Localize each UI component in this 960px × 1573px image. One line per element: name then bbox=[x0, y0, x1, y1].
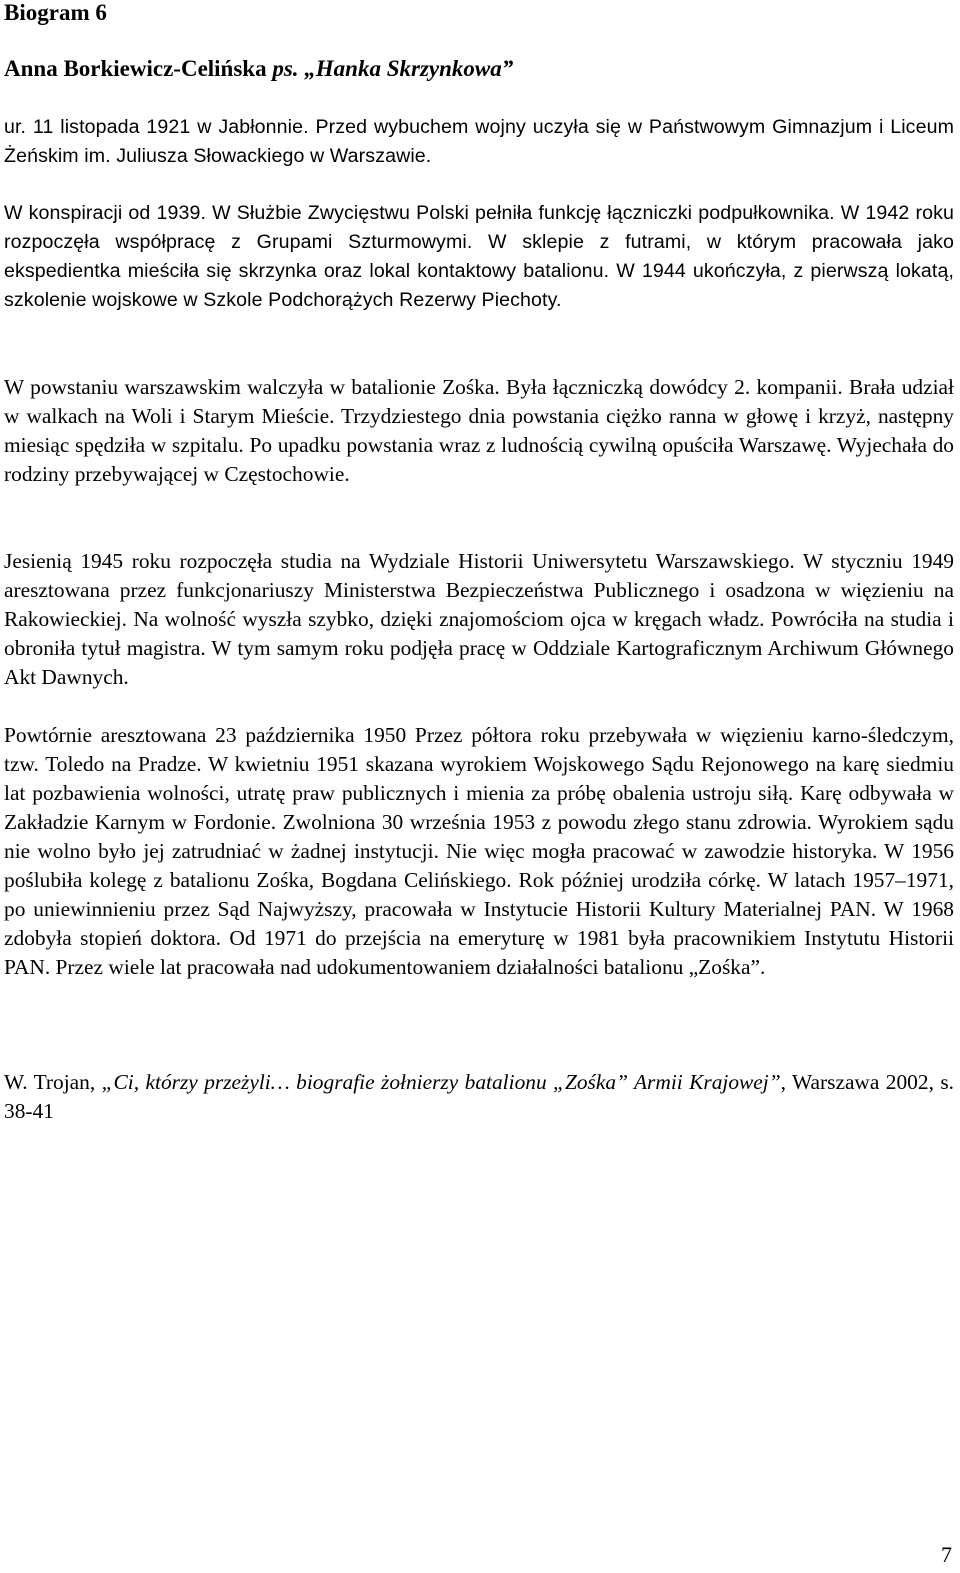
studies-paragraph: Jesienią 1945 roku rozpoczęła studia na Wydziale Historii Uniwersytetu Warszawskiego. W styczniu 1949 aresztowana przez funkcjonariuszy Ministerstwa Bezpieczeństwa Publicznego i osadzona w więzieniu na Rakowieckiej. Na wolność wyszła szybko, dzięki znajomościom ojca w kręgach władz. Powróciła na studia i obroniła tytuł magistra. W tym samym roku podjęła pracę w Oddziale Kartograficznym Archiwum Głównego Akt Dawnych. bbox=[4, 549, 954, 689]
pseudonym: ps. „Hanka Skrzynkowa” bbox=[272, 56, 514, 81]
source-author: W. Trojan, bbox=[4, 1070, 96, 1094]
conspiracy-paragraph: W konspiracji od 1939. W Służbie Zwycięstwu Polski pełniła funkcję łączniczki podpułkownika. W 1942 roku rozpoczęła współpracę z Grupami Szturmowymi. W sklepie z futrami, w którym pracowała jako ekspedientka mieściła się skrzynka oraz lokal kontaktowy batalionu. W 1944 ukończyła, z pierwszą lokatą, szkolenie wojskowe w Szkole Podchorążych Rezerwy Piechoty. bbox=[4, 202, 954, 311]
person-name: Anna Borkiewicz-Celińska bbox=[4, 56, 267, 81]
person-name-heading bbox=[4, 56, 513, 82]
page-number: 7 bbox=[941, 1542, 952, 1567]
biogram-title: Biogram 6 bbox=[4, 0, 107, 25]
arrest-paragraph: Powtórnie aresztowana 23 października 1950 Przez półtora roku przebywała w więzieniu karno-śledczym, tzw. Toledo na Pradze. W kwietniu 1951 skazana wyrokiem Wojskowego Sądu Rejonowego na karę siedmiu lat pozbawienia wolności, utratę praw publicznych i mienia za próbę obalenia ustroju siłą. Karę odbywała w Zakładzie Karnym w Fordonie. Zwolniona 30 września 1953 z powodu złego stanu zdrowia. Wyrokiem sądu nie wolno było jej zatrudniać w żadnej instytucji. Nie więc mogła pracować w zawodzie historyka. W 1956 poślubiła kolegę z batalionu Zośka, Bogdana Celińskiego. Rok później urodziła córkę. W latach 1957–1971, po uniewinnieniu przez Sąd Najwyższy, pracowała w Instytucie Historii Kultury Materialnej PAN. W 1968 zdobyła stopień doktora. Od 1971 do przejścia na emeryturę w 1981 była pracownikiem Instytutu Historii PAN. Przez wiele lat pracowała nad udokumentowaniem działalności batalionu „Zośka”. bbox=[4, 723, 954, 979]
birth-paragraph: ur. 11 listopada 1921 w Jabłonnie. Przed wybuchem wojny uczyła się w Państwowym Gimnazjum i Liceum Żeńskim im. Juliusza Słowackiego w Warszawie. bbox=[4, 116, 954, 167]
source-citation bbox=[4, 1068, 954, 1126]
uprising-paragraph: W powstaniu warszawskim walczyła w batalionie Zośka. Była łączniczką dowódcy 2. kompanii. Brała udział w walkach na Woli i Starym Mieście. Trzydziestego dnia powstania ciężko ranna w głowę i krzyż, następny miesiąc spędziła w szpitalu. Po upadku powstania wraz z ludnością cywilną opuściła Warszawę. Wyjechała do rodziny przebywającej w Częstochowie. bbox=[4, 375, 954, 486]
source-publication: , Warszawa 2002, s. 38-41 bbox=[4, 1070, 954, 1123]
source-title: „Ci, którzy przeżyli… biografie żołnierzy batalionu „Zośka” Armii Krajowej” bbox=[101, 1070, 781, 1094]
